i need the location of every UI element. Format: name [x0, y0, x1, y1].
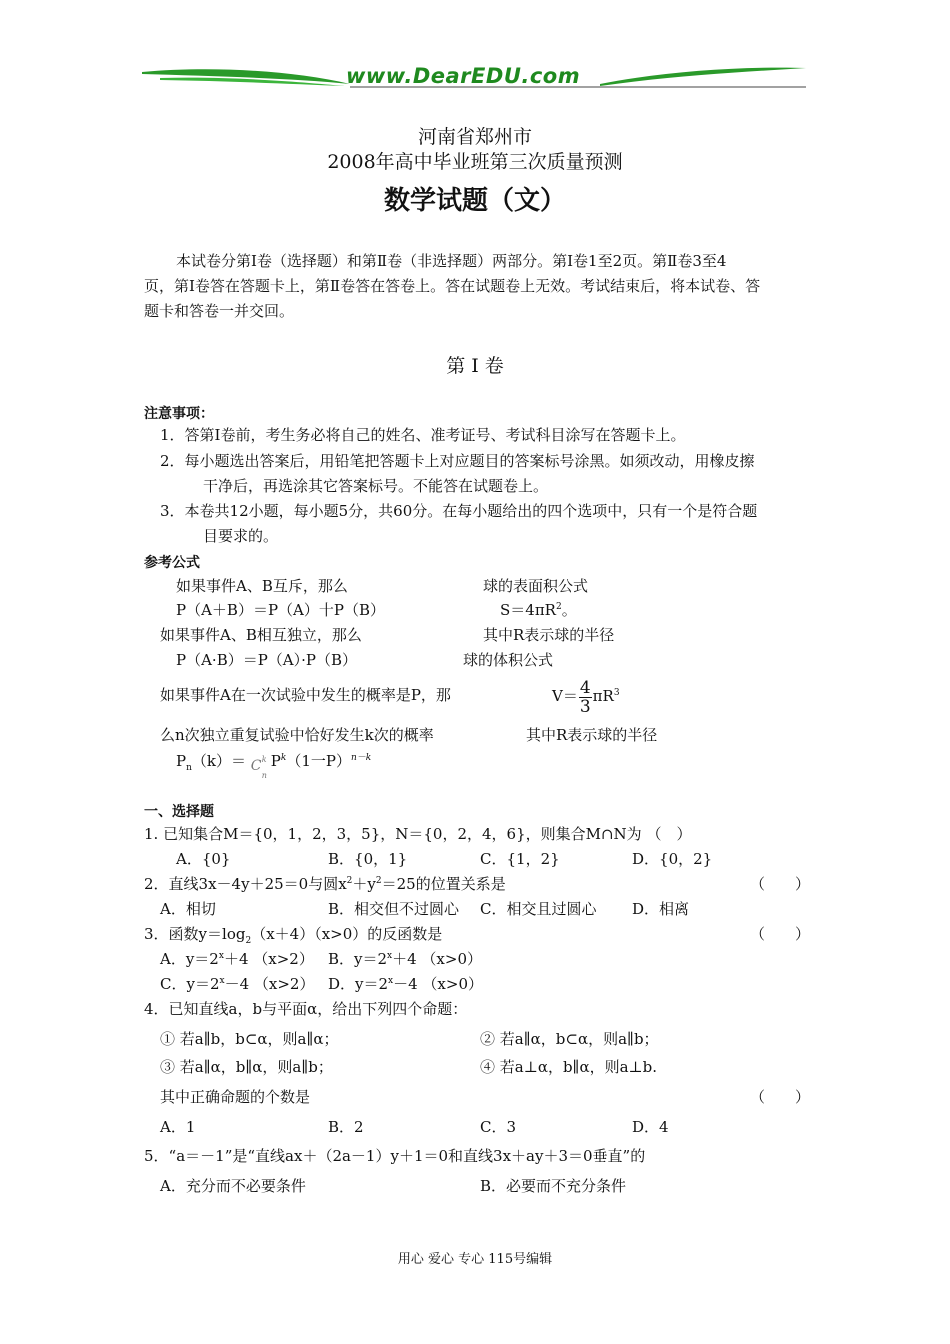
formula-right-3: 其中R表示球的半径	[483, 626, 615, 644]
q2-sup-2: 2	[375, 876, 382, 886]
q1-option-b: B．{0，1}	[328, 850, 408, 868]
sphere-area-exponent: 2	[555, 602, 562, 612]
pn-pk-sup: k	[280, 753, 287, 763]
q3-c-base: C．y＝2	[160, 975, 220, 993]
volume-pi-r: πR	[592, 687, 614, 705]
note-1: 1．答第Ⅰ卷前，考生务必将自己的姓名、准考证号、考试科目涂写在答题卡上。	[160, 426, 686, 444]
part-heading: 一、选择题	[144, 804, 214, 820]
intro-line-1: 本试卷分第Ⅰ卷（选择题）和第Ⅱ卷（非选择题）两部分。第Ⅰ卷1至2页。第Ⅱ卷3至4	[176, 252, 727, 270]
q4-option-d: D．4	[632, 1118, 669, 1136]
formula-left-4: P（A·B）＝P（A）·P（B）	[176, 651, 358, 669]
formula-left-2: P（A＋B）＝P（A）十P（B）	[176, 601, 385, 619]
intro-line-2: 页，第Ⅰ卷答在答题卡上，第Ⅱ卷答在答卷上。答在试题卷上无效。考试结束后，将本试卷、答	[144, 277, 761, 295]
fraction-numerator: 4	[579, 677, 591, 698]
q2-stem-c: ＝25的位置关系是	[381, 875, 506, 893]
q3-b-exp: x	[387, 951, 393, 961]
combination-sub: n	[261, 771, 267, 780]
note-3b: 目要求的。	[203, 527, 279, 545]
q3-d-base: D．y＝2	[328, 975, 389, 993]
q2-sup-1: 2	[346, 876, 353, 886]
q3-d-exp: x	[388, 976, 394, 986]
q3-answer-paren: （ ）	[750, 925, 811, 943]
combination-c: C	[250, 758, 262, 774]
formula-sphere-volume	[552, 676, 620, 716]
notes-heading: 注意事项：	[144, 406, 214, 422]
note-2b: 干净后，再选涂其它答案标号。不能答在试题卷上。	[203, 477, 549, 495]
pn-exp: n－k	[350, 753, 372, 763]
formula-right-4: 球的体积公式	[463, 651, 554, 669]
q5-option-b: B．必要而不充分条件	[480, 1177, 627, 1195]
q3-stem-b: （x＋4）（x>0）的反函数是	[251, 925, 443, 943]
note-2a: 2．每小题选出答案后，用铅笔把答题卡上对应题目的答案标号涂黑。如须改动，用橡皮擦	[160, 452, 755, 470]
formulas-heading: 参考公式	[144, 555, 200, 571]
q2-stem-a: 2．直线3x－4y＋25＝0与圆x	[144, 875, 347, 893]
q3-c-rest: －4 （x>2）	[224, 975, 315, 993]
title-region: 河南省郑州市	[417, 126, 532, 148]
q2-stem-b: ＋y	[352, 875, 376, 893]
q3-a-exp: x	[218, 951, 224, 961]
q2-answer-paren: （ ）	[750, 875, 811, 893]
q4-option-c: C．3	[480, 1118, 517, 1136]
q1-option-a: A．{0}	[176, 850, 231, 868]
fraction-denominator: 3	[579, 696, 591, 717]
pn-rest: （1一P）	[286, 752, 351, 770]
q3-b-base: B．y＝2	[328, 950, 388, 968]
site-logo-text: www.DearEDU.com	[346, 64, 581, 88]
formula-left-5: 如果事件A在一次试验中发生的概率是P，那	[160, 686, 451, 704]
q3-d-rest: －4 （x>0）	[393, 975, 484, 993]
q1-stem: 1. 已知集合M＝{0，1，2，3，5}，N＝{0，2，4，6}，则集合M∩N为 （ ）	[144, 825, 692, 843]
title-subject: 数学试题（文）	[383, 186, 566, 216]
q4-option-b: B．2	[328, 1118, 364, 1136]
volume-fraction	[579, 679, 592, 716]
q3-c-exp: x	[219, 976, 225, 986]
formula-right-6: 其中R表示球的半径	[526, 726, 658, 744]
q2-option-c: C．相交且过圆心	[480, 900, 597, 918]
q4-option-a: A．1	[160, 1118, 196, 1136]
pn-pk: P	[270, 752, 281, 770]
sphere-area-end: 。	[561, 601, 577, 619]
q3-a-rest: ＋4 （x>2）	[223, 950, 314, 968]
pn-sub: n	[186, 763, 192, 773]
formula-left-3: 如果事件A、B相互独立，那么	[160, 626, 362, 644]
q2-option-d: D．相离	[632, 900, 690, 918]
q4-prop-3: ③ 若a∥α，b∥α，则a∥b；	[160, 1058, 333, 1076]
q3-b-rest: ＋4 （x>0）	[392, 950, 483, 968]
q3-stem-a: 3．函数y＝log	[144, 925, 246, 943]
q4-prop-4: ④ 若a⊥α，b∥α，则a⊥b.	[480, 1058, 658, 1076]
q3-option-d	[328, 974, 483, 994]
section-heading: 第 Ⅰ 卷	[446, 355, 504, 377]
formula-sphere-area	[500, 600, 577, 620]
q2-stem	[144, 874, 506, 894]
q4-stem: 4．已知直线a，b与平面α，给出下列四个命题：	[144, 1000, 468, 1018]
q3-option-a	[160, 949, 314, 969]
q5-stem: 5．“a＝－1”是“直线ax＋（2a－1）y＋1＝0和直线3x＋ay＋3＝0垂直”的	[144, 1147, 646, 1165]
volume-exponent: 3	[613, 688, 620, 698]
volume-v: V＝	[552, 687, 578, 705]
pn-k: （k）＝	[191, 752, 246, 770]
combination-sup: k	[261, 755, 267, 764]
note-3a: 3．本卷共12小题，每小题5分，共60分。在每小题给出的四个选项中，只有一个是符合题	[160, 502, 758, 520]
q5-option-a: A．充分而不必要条件	[160, 1177, 306, 1195]
formula-right-1: 球的表面积公式	[483, 577, 589, 595]
q4-answer-paren: （ ）	[750, 1088, 811, 1106]
q4-prop-2: ② 若a∥α，b⊂α，则a∥b；	[480, 1030, 659, 1048]
pn-p: P	[176, 752, 187, 770]
formula-binomial	[176, 751, 372, 780]
q4-prop-1: ① 若a∥b，b⊂α，则a∥α；	[160, 1030, 339, 1048]
q3-option-b	[328, 949, 482, 969]
q3-option-c	[160, 974, 314, 994]
q1-option-c: C．{1，2}	[480, 850, 560, 868]
q4-ask: 其中正确命题的个数是	[160, 1088, 311, 1106]
sphere-area-formula: S＝4πR	[500, 601, 556, 619]
formula-left-1: 如果事件A、B互斥，那么	[176, 577, 348, 595]
combination-symbol	[250, 754, 271, 780]
right-swoosh	[600, 68, 806, 86]
intro-line-3: 题卡和答卷一并交回。	[144, 302, 295, 320]
title-exam: 2008年高中毕业班第三次质量预测	[327, 151, 623, 173]
q1-option-d: D．{0，2}	[632, 850, 713, 868]
q2-option-b: B．相交但不过圆心	[328, 900, 460, 918]
formula-left-6: 么n次独立重复试验中恰好发生k次的概率	[160, 726, 434, 744]
q2-option-a: A．相切	[160, 900, 216, 918]
page-footer: 用心 爱心 专心 115号编辑	[397, 1252, 553, 1267]
q3-a-base: A．y＝2	[160, 950, 219, 968]
q3-sub: 2	[245, 936, 252, 946]
q3-stem	[144, 924, 442, 944]
